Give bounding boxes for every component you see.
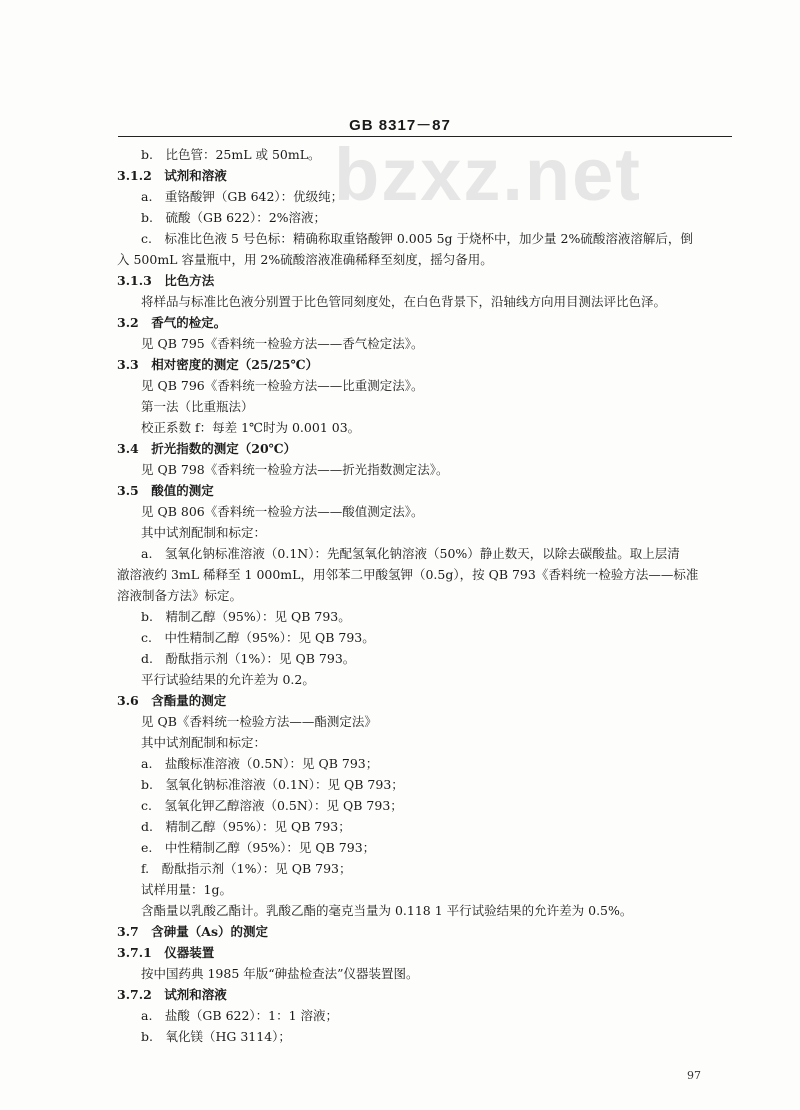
text-line: a. 盐酸标准溶液（0.5N）：见 QB 793；	[141, 756, 379, 771]
text-line: d. 精制乙醇（95%）：见 QB 793；	[141, 819, 351, 834]
section-heading: 3.3 相对密度的测定（25/25℃）	[117, 357, 319, 372]
text-line: d. 酚酞指示剂（1%）：见 QB 793。	[141, 651, 356, 666]
text-line: f. 酚酞指示剂（1%）：见 QB 793；	[141, 861, 352, 876]
text-line: 其中试剂配制和标定：	[141, 525, 267, 540]
text-line: e. 中性精制乙醇（95%）：见 QB 793；	[141, 840, 376, 855]
text-line: 校正系数 f：每差 1℃时为 0.001 03。	[141, 420, 361, 435]
text-line: b. 硫酸（GB 622）：2%溶液；	[141, 210, 327, 225]
text-line: 第一法（比重瓶法）	[141, 399, 254, 414]
section-heading: 3.4 折光指数的测定（20℃）	[117, 441, 297, 456]
section-heading: 3.7.1 仪器装置	[117, 945, 215, 960]
text-line: 入 500mL 容量瓶中，用 2%硫酸溶液准确稀释至刻度，摇匀备用。	[117, 252, 493, 267]
text-line: b. 氧化镁（HG 3114）；	[141, 1029, 291, 1044]
header-rule	[118, 136, 732, 137]
text-line: a. 氢氧化钠标准溶液（0.1N）：先配氢氧化钠溶液（50%）静止数天，以除去碳酸盐。取上层清	[141, 546, 680, 561]
text-line: 溶液制备方法》标定。	[117, 588, 243, 603]
section-heading: 3.1.3 比色方法	[117, 273, 215, 288]
text-line: a. 重铬酸钾（GB 642）：优级纯；	[141, 189, 344, 204]
section-heading: 3.5 酸值的测定	[117, 483, 214, 498]
page-number: 97	[687, 1069, 701, 1082]
text-line: c. 标准比色液 5 号色标：精确称取重铬酸钾 0.005 5g 于烧杯中，加少量 2%硫酸溶液溶解后，倒	[141, 231, 693, 246]
section-heading: 3.6 含酯量的测定	[117, 693, 227, 708]
text-line: 试样用量：1g。	[141, 882, 232, 897]
text-line: b. 精制乙醇（95%）：见 QB 793。	[141, 609, 351, 624]
text-line: 见 QB 796《香料统一检验方法——比重测定法》。	[141, 378, 424, 393]
text-line: 其中试剂配制和标定：	[141, 735, 267, 750]
text-line: 见 QB 795《香料统一检验方法——香气检定法》。	[141, 336, 424, 351]
text-line: 见 QB 806《香料统一检验方法——酸值测定法》。	[141, 504, 424, 519]
section-heading: 3.7.2 试剂和溶液	[117, 987, 227, 1002]
text-line: c. 中性精制乙醇（95%）：见 QB 793。	[141, 630, 375, 645]
section-heading: 3.7 含砷量（As）的测定	[117, 924, 268, 939]
text-line: a. 盐酸（GB 622）：1：1 溶液；	[141, 1008, 339, 1023]
text-line: 将样品与标准比色液分别置于比色管同刻度处，在白色背景下，沿轴线方向用目测法评比色泽。	[141, 294, 667, 309]
text-line: 见 QB 798《香料统一检验方法——折光指数测定法》。	[141, 462, 449, 477]
text-line: b. 氢氧化钠标准溶液（0.1N）：见 QB 793；	[141, 777, 404, 792]
text-line: 含酯量以乳酸乙酯计。乳酸乙酯的毫克当量为 0.118 1 平行试验结果的允许差为 0.5%。	[141, 903, 633, 918]
text-line: 见 QB《香料统一检验方法——酯测定法》	[141, 714, 377, 729]
text-line: 按中国药典 1985 年版“砷盐检查法”仪器装置图。	[141, 966, 419, 981]
text-line: c. 氢氧化钾乙醇溶液（0.5N）：见 QB 793；	[141, 798, 403, 813]
text-line: 澈溶液约 3mL 稀释至 1 000mL，用邻苯二甲酸氢钾（0.5g），按 QB 793《香料统一检验方法——标准	[117, 567, 699, 582]
section-heading: 3.2 香气的检定。	[117, 315, 227, 330]
watermark: bzxz.net	[334, 133, 642, 216]
section-heading: 3.1.2 试剂和溶液	[117, 168, 227, 183]
standard-number-header: GB 8317－87	[349, 117, 451, 134]
text-line: 平行试验结果的允许差为 0.2。	[141, 672, 315, 687]
text-line: b. 比色管：25mL 或 50mL。	[141, 147, 321, 162]
